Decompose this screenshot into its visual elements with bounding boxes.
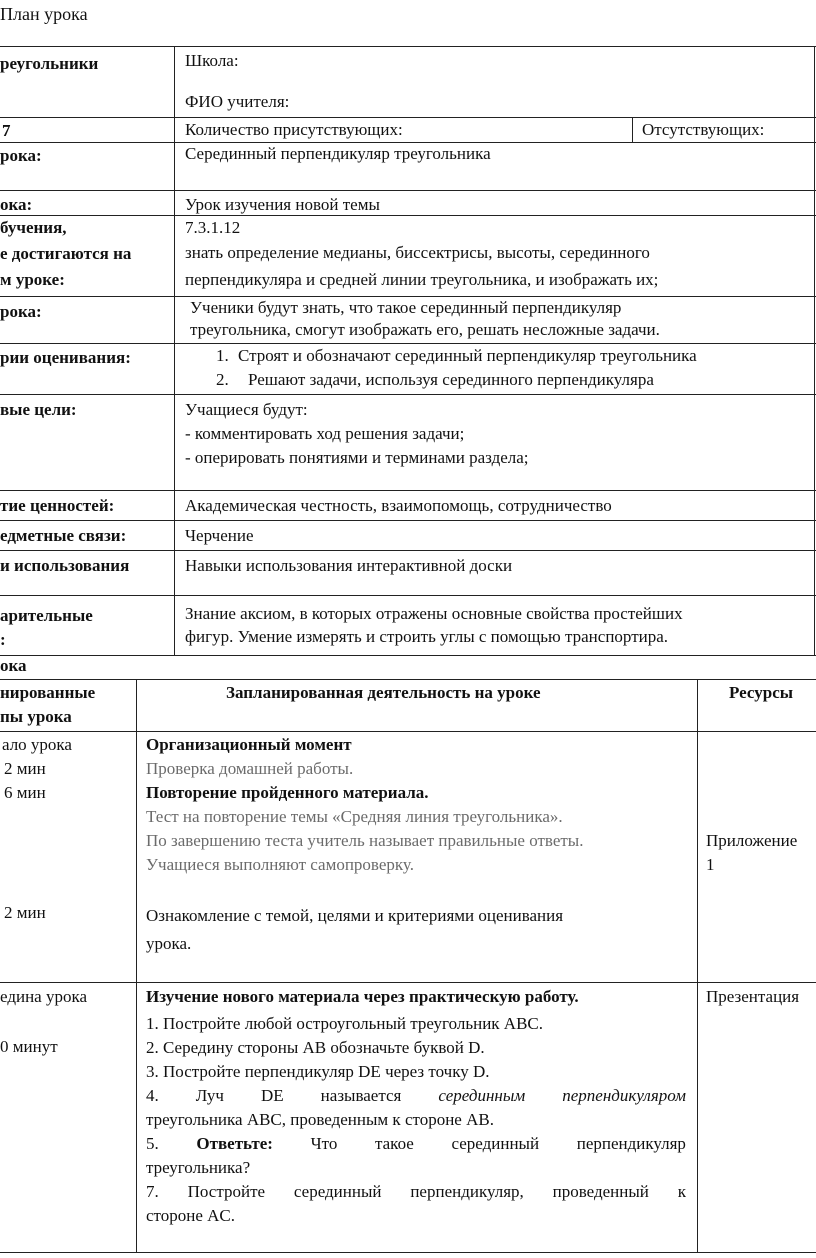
cross-value: Черчение: [185, 526, 254, 545]
table-rule: [0, 190, 816, 191]
lang-value: - оперировать понятиями и терминами раздела;: [185, 448, 529, 467]
table-rule: [0, 490, 816, 491]
practice-step: 1. Постройте любой остроугольный треугольник ABC.: [146, 1014, 544, 1033]
stage-time: 0 минут: [0, 1037, 58, 1056]
step-word: Что: [310, 1134, 338, 1153]
table-rule: [0, 595, 816, 596]
rep-title: Повторение пройденного материала.: [146, 783, 429, 802]
table-rule: [0, 117, 816, 118]
lang-value: - комментировать ход решения задачи;: [185, 424, 465, 443]
step-word: 5.: [146, 1134, 159, 1153]
table-rule: [0, 731, 816, 732]
org-title: Организационный момент: [146, 735, 352, 754]
lesson-goals-value: треугольника, смогут изображать его, решать несложные задачи.: [190, 320, 660, 339]
table-rule: [136, 679, 137, 1252]
intro-text: Ознакомление с темой, целями и критериями оценивания: [146, 906, 564, 925]
table-rule: [0, 982, 816, 983]
stage-time: 6 мин: [4, 783, 46, 802]
goals-value: 7.3.1.12: [185, 218, 241, 237]
step-word: DE: [260, 1086, 284, 1105]
org-text: Проверка домашней работы.: [146, 759, 354, 778]
table-rule: [0, 520, 816, 521]
practice-step: 3. Постройте перпендикуляр DE через точку D.: [146, 1062, 490, 1081]
resource-link[interactable]: 1: [706, 855, 715, 874]
stage-time: 2 мин: [4, 759, 46, 778]
resources-header: Ресурсы: [729, 683, 794, 702]
table-rule: [632, 117, 633, 142]
ict-value: Навыки использования интерактивной доски: [185, 556, 513, 575]
stage-name: ало урока: [2, 735, 72, 754]
lang-value: Учащиеся будут:: [185, 400, 308, 419]
prior-label: :: [0, 630, 6, 649]
table-rule: [0, 1252, 816, 1253]
step-word: перпендикуляром: [562, 1086, 686, 1105]
type-value: Урок изучения новой темы: [185, 195, 380, 214]
intro-text: урока.: [146, 934, 192, 953]
prior-label: арительные: [0, 606, 93, 625]
ict-label: и использования: [0, 556, 130, 575]
practice-step: 7. Постройте серединный перпендикуляр, проведенный к: [146, 1182, 686, 1201]
values-label: тие ценностей:: [0, 496, 115, 515]
stages-header: нированные: [0, 683, 96, 702]
prior-value: фигур. Умение измерять и строить углы с помощью транспортира.: [185, 627, 669, 646]
step-word: 4.: [146, 1086, 159, 1105]
table-rule: [0, 655, 816, 656]
practice-step: стороне AC.: [146, 1206, 236, 1225]
goals-label: м уроке:: [0, 270, 65, 289]
table-rule: [0, 142, 816, 143]
cross-label: едметные связи:: [0, 526, 127, 545]
table-rule: [0, 550, 816, 551]
type-label: ока:: [0, 195, 33, 214]
criteria-label: рии оценивания:: [0, 348, 131, 367]
activity-header: Запланированная деятельность на уроке: [226, 683, 541, 702]
practice-step: 2. Середину стороны AB обозначьте буквой D.: [146, 1038, 485, 1057]
resource-link[interactable]: Презентация: [706, 987, 800, 1006]
topic-value: Серединный перпендикуляр треугольника: [185, 144, 491, 163]
table-rule: [0, 394, 816, 395]
practice-step: [146, 1134, 686, 1154]
step-word: Ответьте:: [196, 1134, 273, 1153]
criteria-num: 2.: [216, 370, 229, 389]
present-field: Количество присутствующих:: [185, 120, 403, 139]
step-word: серединным: [438, 1086, 526, 1105]
rep-text: Тест на повторение темы «Средняя линия треугольника».: [146, 807, 563, 826]
lang-label: вые цели:: [0, 400, 77, 419]
stage-name: едина урока: [0, 987, 88, 1006]
stage-time: 2 мин: [4, 903, 46, 922]
values-value: Академическая честность, взаимопомощь, сотрудничество: [185, 496, 612, 515]
teacher-field: ФИО учителя:: [185, 92, 290, 111]
topic-label: рока:: [0, 146, 42, 165]
stages-header: пы урока: [0, 707, 72, 726]
goals-value: перпендикуляра и средней линии треугольника, и изображать их;: [185, 270, 659, 289]
table-rule: [0, 343, 816, 344]
rep-text: По завершению теста учитель называет правильные ответы.: [146, 831, 584, 850]
step-word: перпендикуляр: [576, 1134, 686, 1153]
table-rule: [697, 679, 698, 1252]
goals-value: знать определение медианы, биссектрисы, высоты, серединного: [185, 243, 650, 262]
goals-label: е достигаются на: [0, 244, 132, 263]
practice-step: треугольника ABC, проведенным к стороне AB.: [146, 1110, 494, 1129]
practice-step: [146, 1086, 686, 1106]
goals-label: бучения,: [0, 218, 67, 237]
table-rule: [0, 46, 816, 47]
step-word: такое: [375, 1134, 414, 1153]
step-word: называется: [320, 1086, 402, 1105]
table-rule: [0, 215, 816, 216]
step-word: Луч: [195, 1086, 224, 1105]
absent-field: Отсутствующих:: [642, 120, 765, 139]
table-rule: [0, 296, 816, 297]
step-word: серединный: [451, 1134, 540, 1153]
criteria-item: Решают задачи, используя серединного перпендикуляра: [248, 370, 654, 389]
lesson-goals-value: Ученики будут знать, что такое серединный перпендикуляр: [190, 298, 622, 317]
practice-title: Изучение нового материала через практическую работу.: [146, 987, 579, 1006]
rep-text: Учащиеся выполняют самопроверку.: [146, 855, 414, 874]
school-field: Школа:: [185, 51, 239, 70]
practice-step: треугольника?: [146, 1158, 251, 1177]
section-label: реугольники: [0, 54, 99, 73]
criteria-num: 1.: [216, 346, 229, 365]
class-label: 7: [2, 121, 11, 140]
resource-link[interactable]: Приложение: [706, 831, 798, 850]
section-title: ока: [0, 656, 27, 675]
table-rule: [814, 46, 815, 655]
table-rule: [174, 46, 175, 655]
prior-value: Знание аксиом, в которых отражены основные свойства простейших: [185, 604, 683, 623]
lesson-goals-label: рока:: [0, 302, 42, 321]
table-rule: [0, 679, 816, 680]
criteria-item: Строят и обозначают серединный перпендикуляр треугольника: [238, 346, 697, 365]
page-title: План урока: [0, 4, 88, 24]
